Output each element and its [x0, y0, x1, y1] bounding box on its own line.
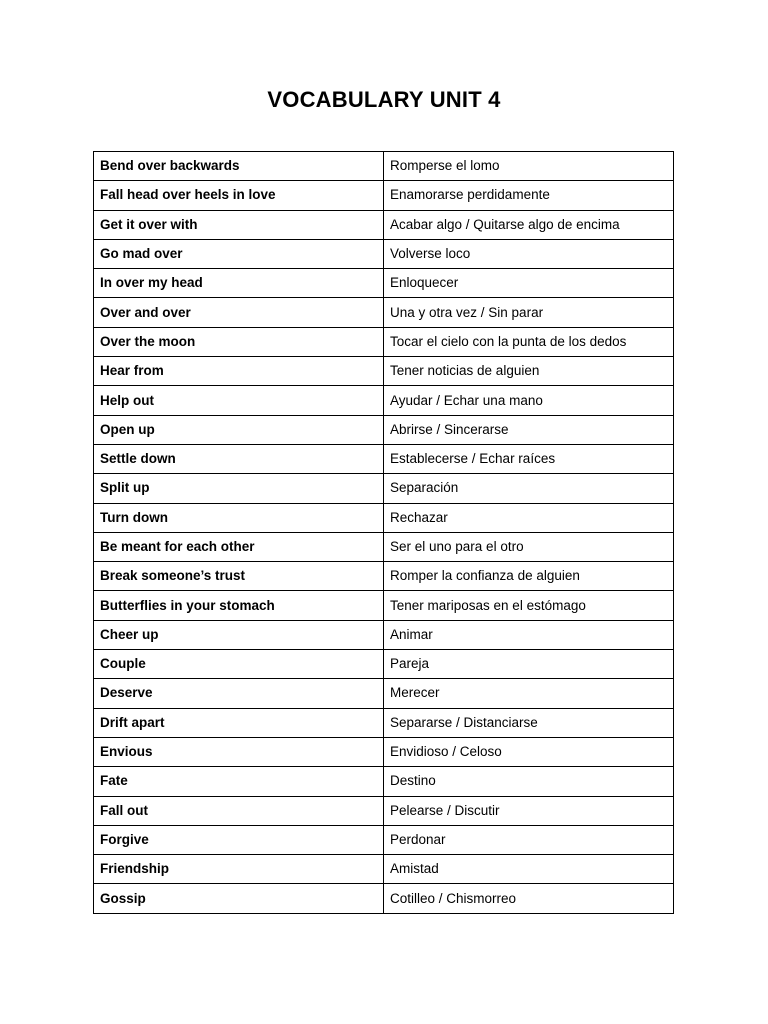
- vocabulary-term: In over my head: [94, 269, 384, 298]
- table-row: [94, 181, 674, 210]
- vocabulary-term: Butterflies in your stomach: [94, 591, 384, 620]
- table-row: [94, 444, 674, 473]
- page-title: VOCABULARY UNIT 4: [267, 87, 501, 112]
- table-row: [94, 620, 674, 649]
- table-row: [94, 327, 674, 356]
- table-row: [94, 708, 674, 737]
- table-row: [94, 796, 674, 825]
- vocabulary-term: Over and over: [94, 298, 384, 327]
- vocabulary-term: Envious: [94, 737, 384, 766]
- table-row: [94, 855, 674, 884]
- table-row: [94, 679, 674, 708]
- vocabulary-translation: Romperse el lomo: [384, 152, 674, 181]
- vocabulary-term: Cheer up: [94, 620, 384, 649]
- table-row: [94, 269, 674, 298]
- vocabulary-term: Friendship: [94, 855, 384, 884]
- table-row: [94, 737, 674, 766]
- vocabulary-term: Forgive: [94, 825, 384, 854]
- vocabulary-translation: Tener mariposas en el estómago: [384, 591, 674, 620]
- vocabulary-translation: Una y otra vez / Sin parar: [384, 298, 674, 327]
- vocabulary-translation: Rechazar: [384, 503, 674, 532]
- vocabulary-term: Fate: [94, 767, 384, 796]
- vocabulary-translation: Ser el uno para el otro: [384, 532, 674, 561]
- table-row: [94, 562, 674, 591]
- vocabulary-translation: Separarse / Distanciarse: [384, 708, 674, 737]
- vocabulary-term: Bend over backwards: [94, 152, 384, 181]
- vocabulary-translation: Destino: [384, 767, 674, 796]
- vocabulary-term: Split up: [94, 474, 384, 503]
- vocabulary-term: Turn down: [94, 503, 384, 532]
- table-row: [94, 532, 674, 561]
- vocabulary-translation: Volverse loco: [384, 239, 674, 268]
- vocabulary-translation: Envidioso / Celoso: [384, 737, 674, 766]
- vocabulary-translation: Abrirse / Sincerarse: [384, 415, 674, 444]
- vocabulary-translation: Tener noticias de alguien: [384, 357, 674, 386]
- vocabulary-translation: Pareja: [384, 650, 674, 679]
- vocabulary-translation: Separación: [384, 474, 674, 503]
- table-row: [94, 474, 674, 503]
- vocabulary-translation: Acabar algo / Quitarse algo de encima: [384, 210, 674, 239]
- vocabulary-term: Go mad over: [94, 239, 384, 268]
- vocabulary-translation: Ayudar / Echar una mano: [384, 386, 674, 415]
- vocabulary-translation: Amistad: [384, 855, 674, 884]
- vocabulary-term: Fall out: [94, 796, 384, 825]
- table-row: [94, 415, 674, 444]
- vocabulary-translation: Enloquecer: [384, 269, 674, 298]
- vocabulary-translation: Enamorarse perdidamente: [384, 181, 674, 210]
- table-row: [94, 298, 674, 327]
- vocabulary-term: Couple: [94, 650, 384, 679]
- table-row: [94, 386, 674, 415]
- vocabulary-translation: Merecer: [384, 679, 674, 708]
- vocabulary-term: Be meant for each other: [94, 532, 384, 561]
- vocabulary-term: Gossip: [94, 884, 384, 913]
- vocabulary-term: Drift apart: [94, 708, 384, 737]
- vocabulary-term: Fall head over heels in love: [94, 181, 384, 210]
- table-row: [94, 357, 674, 386]
- vocabulary-translation: Romper la confianza de alguien: [384, 562, 674, 591]
- table-row: [94, 767, 674, 796]
- vocabulary-term: Open up: [94, 415, 384, 444]
- table-row: [94, 239, 674, 268]
- vocabulary-term: Settle down: [94, 444, 384, 473]
- vocabulary-translation: Establecerse / Echar raíces: [384, 444, 674, 473]
- table-row: [94, 825, 674, 854]
- vocabulary-term: Over the moon: [94, 327, 384, 356]
- vocabulary-translation: Perdonar: [384, 825, 674, 854]
- vocabulary-term: Get it over with: [94, 210, 384, 239]
- vocabulary-translation: Tocar el cielo con la punta de los dedos: [384, 327, 674, 356]
- vocabulary-term: Deserve: [94, 679, 384, 708]
- vocabulary-translation: Pelearse / Discutir: [384, 796, 674, 825]
- table-row: [94, 210, 674, 239]
- table-row: [94, 503, 674, 532]
- vocabulary-translation: Cotilleo / Chismorreo: [384, 884, 674, 913]
- vocabulary-table-body: [94, 152, 674, 914]
- vocabulary-table: [93, 151, 674, 914]
- table-row: [94, 591, 674, 620]
- vocabulary-translation: Animar: [384, 620, 674, 649]
- vocabulary-term: Hear from: [94, 357, 384, 386]
- table-row: [94, 650, 674, 679]
- table-row: [94, 152, 674, 181]
- vocabulary-term: Help out: [94, 386, 384, 415]
- table-row: [94, 884, 674, 913]
- vocabulary-term: Break someone’s trust: [94, 562, 384, 591]
